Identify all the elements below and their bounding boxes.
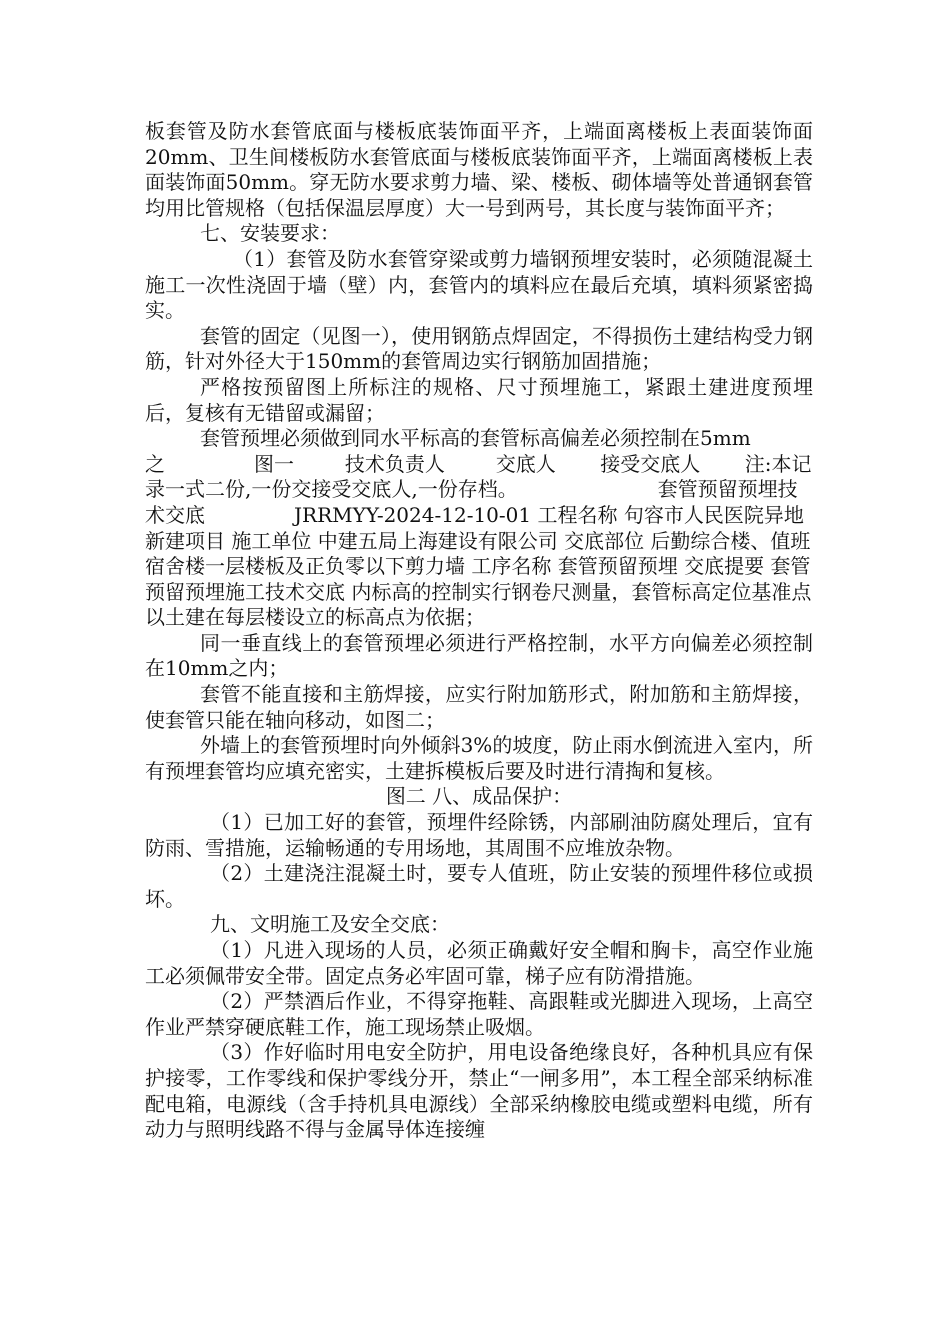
paragraph-sleeve-spec: 板套管及防水套管底面与楼板底装饰面平齐，上端面离楼板上表面装饰面20mm、卫生间楼板防水套管底面与楼板底装饰面平齐，上端面离楼板上表面装饰面50mm。穿无防水要求剪力墙、梁、楼板、砌体墙等处普通钢套管均用比管规格（包括保温层厚度）大一号到两号，其长度与装饰面平齐； bbox=[145, 119, 813, 220]
paragraph-vertical-alignment: 同一垂直线上的套管预埋必须进行严格控制，水平方向偏差必须控制在10mm之内； bbox=[145, 630, 813, 681]
paragraph-protection-1: （1）已加工好的套管，预埋件经除锈，内部刷油防腐处理后，宜有防雨、雪措施，运输畅通的专用场地，其周围不应堆放杂物。 bbox=[145, 810, 813, 860]
paragraph-rebar-welding: 套管不能直接和主筋焊接，应实行附加筋形式，附加筋和主筋焊接，使套管只能在轴向移动，如图二； bbox=[145, 682, 813, 732]
paragraph-sleeve-fixing: 套管的固定（见图一），使用钢筋点焊固定，不得损伤土建结构受力钢筋，针对外径大于150mm的套管周边实行钢筋加固措施； bbox=[145, 323, 813, 374]
paragraph-protection-2: （2）土建浇注混凝土时，要专人值班，防止安装的预埋件移位或损坏。 bbox=[145, 861, 813, 911]
paragraph-preembed-check: 严格按预留图上所标注的规格、尺寸预埋施工，紧跟土建进度预埋后，复核有无错留或漏留； bbox=[145, 374, 813, 425]
paragraph-safety-1: （1）凡进入现场的人员，必须正确戴好安全帽和胸卡，高空作业施工必须佩带安全带。固定点务必牢固可靠，梯子应有防滑措施。 bbox=[145, 938, 813, 988]
heading-installation-requirements: 七、安装要求： bbox=[200, 221, 340, 246]
paragraph-exterior-wall-slope: 外墙上的套管预埋时向外倾斜3%的坡度，防止雨水倒流进入室内，所有预埋套管均应填充密实，土建拆模板后要及时进行清掏和复核。 bbox=[145, 733, 813, 783]
document-body bbox=[145, 119, 813, 1143]
heading-product-protection: 图二 八、成品保护： bbox=[385, 784, 573, 809]
heading-safety-briefing: 九、文明施工及安全交底： bbox=[210, 912, 450, 937]
paragraph-elevation-and-header: 套管预埋必须做到同水平标高的套管标高偏差必须控制在5mm之 图一 技术负责人 交底人 接受交底人 注:本记录一式二份,一份交接受交底人,一份存档。 套管预留预埋技术交底 JRRMYY-2024-12-10-01 工程名称 句容市人民医院异地新建项目 施工单位 中建五局上海建设有限公司 交底部位 后勤综合楼、值班宿舍楼一层楼板及正负零以下剪力墙 工序名称 套管预留预埋 交底提要 套管预留预埋施工技术交底 内标高的控制实行钢卷尺测量，套管标高定位基准点以土建在每层楼设立的标高点为依据； bbox=[145, 426, 812, 630]
paragraph-safety-2: （2）严禁酒后作业，不得穿拖鞋、高跟鞋或光脚进入现场，上高空作业严禁穿硬底鞋工作，施工现场禁止吸烟。 bbox=[145, 989, 813, 1039]
paragraph-safety-3: （3）作好临时用电安全防护，用电设备绝缘良好，各种机具应有保护接零，工作零线和保护零线分开，禁止“一闸多用”，本工程全部采纳标准配电箱，电源线（含手持机具电源线）全部采纳橡胶电缆或塑料电缆，所有动力与照明线路不得与金属导体连接缠 bbox=[145, 1040, 813, 1142]
paragraph-install-1: （1）套管及防水套管穿梁或剪力墙钢预埋安装时，必须随混凝土施工一次性浇固于墙（壁）内，套管内的填料应在最后充填，填料须紧密捣实。 bbox=[145, 246, 813, 323]
